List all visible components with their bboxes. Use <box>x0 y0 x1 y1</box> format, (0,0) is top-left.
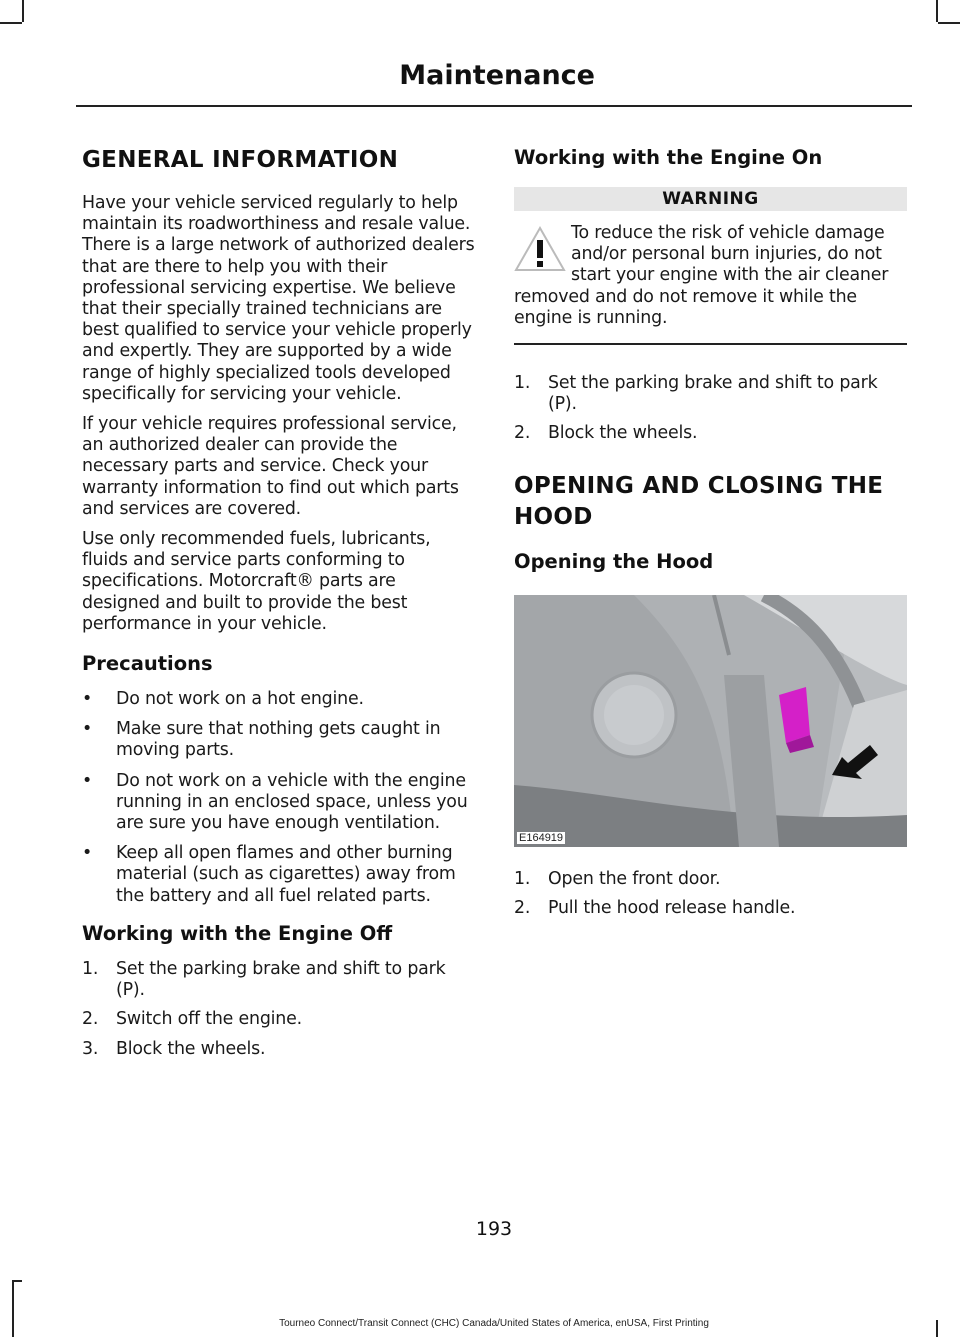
step-text: Block the wheels. <box>116 1038 266 1059</box>
general-information-heading: GENERAL INFORMATION <box>82 147 399 173</box>
figure-caption: E164919 <box>519 831 564 844</box>
hood-release-illustration <box>514 595 907 847</box>
precautions-list <box>82 689 477 907</box>
step-text: Switch off the engine. <box>116 1009 302 1030</box>
crop-mark <box>22 0 24 22</box>
warning-line: To reduce the risk of vehicle damage <box>571 223 885 243</box>
header-rule <box>76 105 912 107</box>
list-item <box>82 1009 477 1030</box>
paragraph: Use only recommended fuels, lubricants, fluids and service parts conforming to specifications. Motorcraft® parts are designed and built to provide the best performance in your vehicle. <box>82 529 431 634</box>
list-item: • Keep all open flames and other burning material (such as cigarettes) away from the battery and all fuel related parts. <box>82 843 477 907</box>
step-number: 2. <box>514 423 531 444</box>
list-item: • Do not work on a vehicle with the engine running in an enclosed space, unless you are sure you have enough ventilation. <box>82 771 477 835</box>
warning-triangle-icon <box>514 225 566 273</box>
list-item <box>514 423 907 444</box>
page-header-title: Maintenance <box>399 60 595 91</box>
step-number: 1. <box>514 868 531 889</box>
engine-off-steps <box>82 959 477 1060</box>
crop-mark <box>936 0 938 22</box>
list-item: • Make sure that nothing gets caught in moving parts. <box>82 719 477 761</box>
list-item <box>514 898 907 919</box>
step-text: Set the parking brake and shift to park (P). <box>116 958 446 1001</box>
engine-on-heading: Working with the Engine On <box>514 146 823 169</box>
warning-line: and/or personal burn injuries, do not <box>571 244 882 265</box>
right-column <box>514 145 907 927</box>
list-item <box>82 959 477 1001</box>
paragraph: Have your vehicle serviced regularly to help maintain its roadworthiness and resale value. There is a large network of authorized dealers that are there to help you with their professional servicing expertise. We believe that their specially trained technicians are best qualified to service your vehicle properly and expertly. They are supported by a wide range of highly specialized tools developed specifically for servicing your vehicle. <box>82 193 475 404</box>
hood-section-heading <box>514 471 907 533</box>
step-number: 1. <box>514 373 531 394</box>
list-item <box>82 1039 477 1060</box>
warning-text <box>514 223 907 329</box>
warning-line: removed and do not remove it while the <box>514 286 857 307</box>
hood-heading-line: OPENING AND CLOSING THE <box>514 472 884 499</box>
list-item: • Do not work on a hot engine. <box>82 689 477 710</box>
paragraph: If your vehicle requires professional service, an authorized dealer can provide the necessary parts and service. Check your warranty information to find out which parts and services are covered. <box>82 414 459 519</box>
hood-release-figure <box>514 595 907 847</box>
step-text: Set the parking brake and shift to park (P). <box>548 373 878 415</box>
step-text: Block the wheels. <box>548 423 698 444</box>
opening-hood-heading: Opening the Hood <box>514 549 714 573</box>
warning-line: start your engine with the air cleaner <box>571 265 889 286</box>
step-text: Pull the hood release handle. <box>548 897 796 918</box>
step-number: 2. <box>514 897 531 918</box>
warning-label: WARNING <box>514 187 907 211</box>
warning-rule <box>514 343 907 345</box>
warning-box <box>514 223 907 345</box>
step-number: 3. <box>82 1038 99 1059</box>
crop-mark <box>938 22 960 24</box>
step-text: Open the front door. <box>548 868 721 889</box>
page-number: 193 <box>475 1218 513 1240</box>
opening-steps <box>514 869 907 919</box>
step-number: 2. <box>82 1009 99 1030</box>
engine-off-heading: Working with the Engine Off <box>82 921 393 945</box>
hood-heading-line: HOOD <box>514 503 593 530</box>
crop-mark <box>0 22 22 24</box>
page-footer: Tourneo Connect/Transit Connect (CHC) Canada/United States of America, enUSA, First Printing <box>279 1318 709 1329</box>
list-item <box>514 869 907 890</box>
list-item <box>514 373 907 415</box>
warning-line: engine is running. <box>514 307 668 328</box>
crop-mark <box>12 1280 22 1282</box>
step-number: 1. <box>82 958 99 979</box>
left-column <box>82 145 477 1068</box>
engine-on-steps <box>514 373 907 445</box>
precautions-heading: Precautions <box>82 652 213 676</box>
